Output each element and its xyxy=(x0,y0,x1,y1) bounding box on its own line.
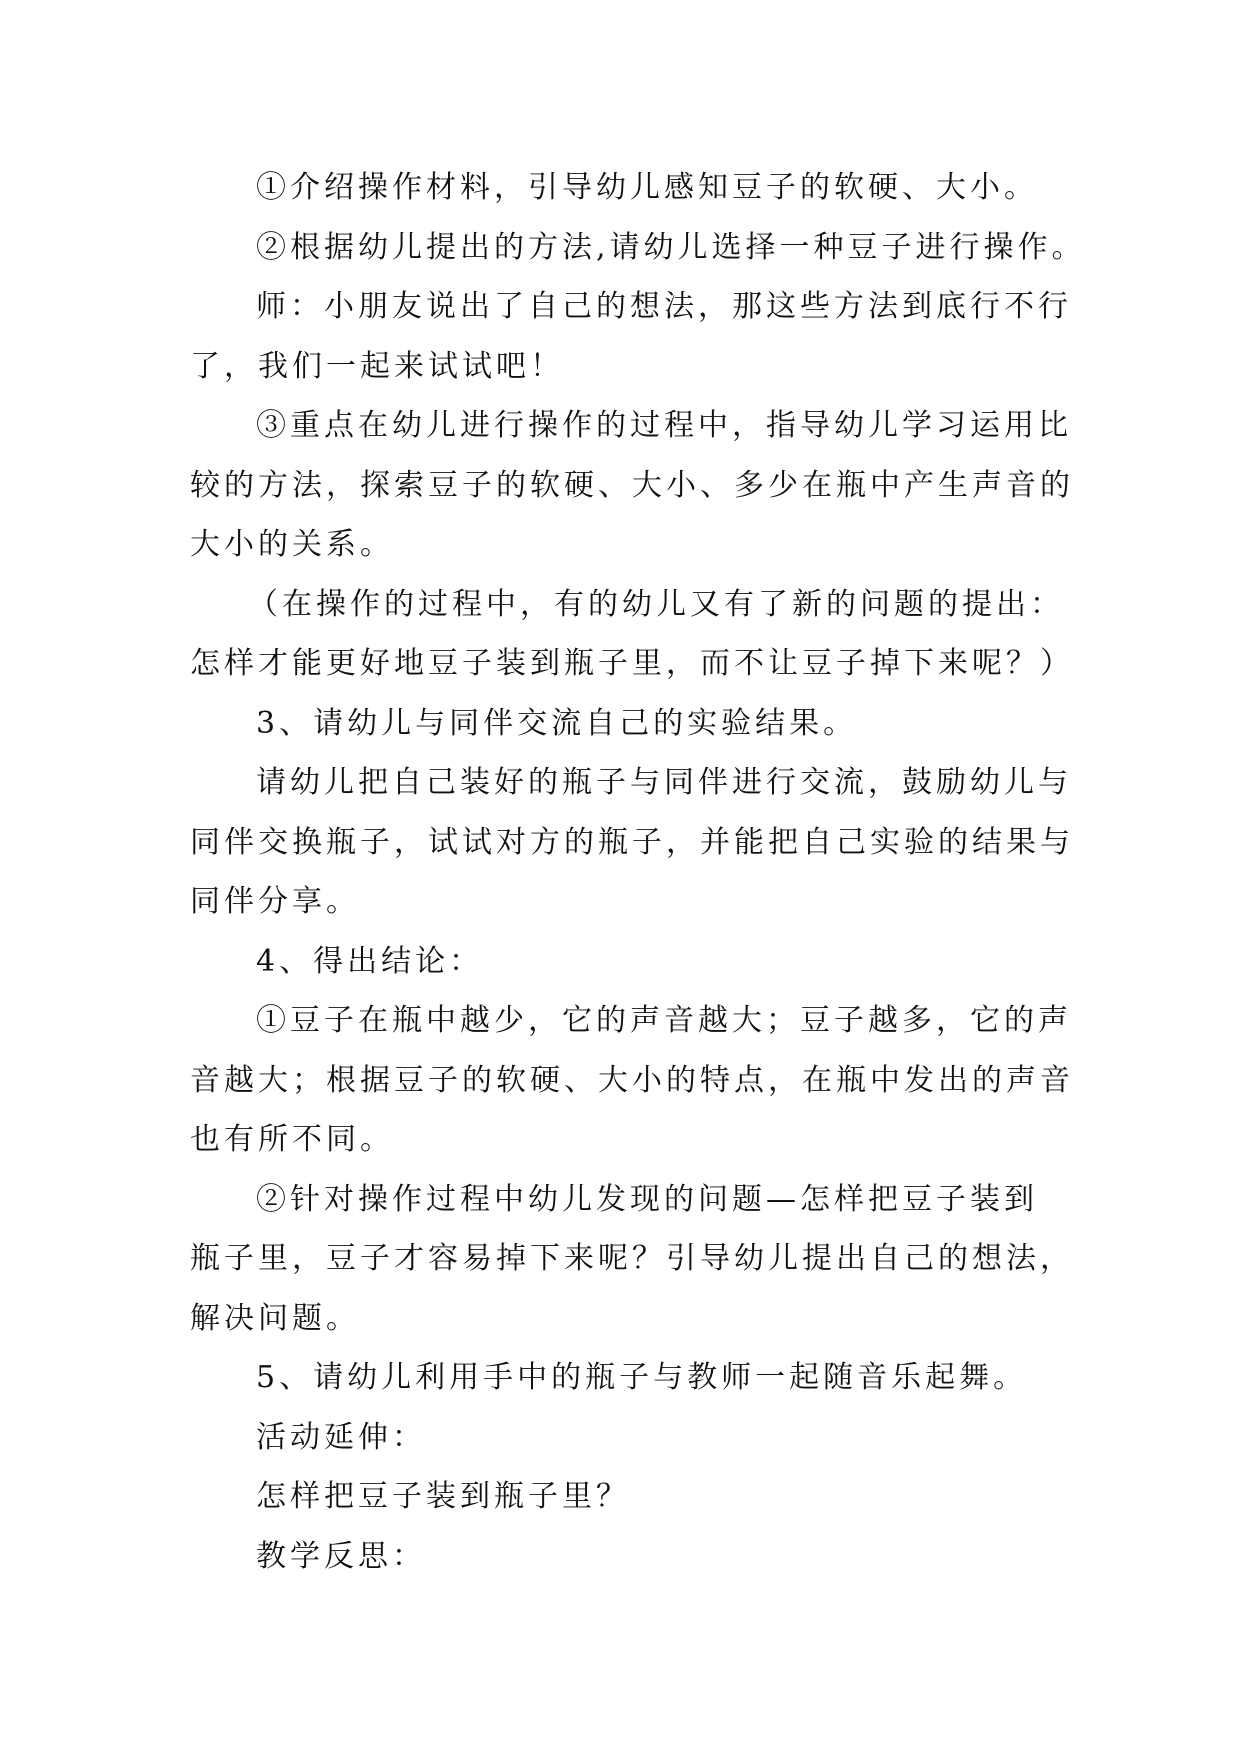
paragraph-step-5 xyxy=(190,1348,1070,1408)
document-body xyxy=(190,158,1086,1586)
text-line: 解决问题。 xyxy=(190,1300,360,1336)
text-line: 请幼儿把自己装好的瓶子与同伴进行交流，鼓励幼儿与 xyxy=(256,765,1072,800)
paragraph-step-4 xyxy=(190,932,1070,992)
text-line: ③重点在幼儿进行操作的过程中，指导幼儿学习运用比 xyxy=(256,408,1072,443)
text-line: 同伴交换瓶子，试试对方的瓶子，并能把自己实验的结果与 xyxy=(190,824,1074,860)
text-line: 瓶子里，豆子才容易掉下来呢？引导幼儿提出自己的想法， xyxy=(190,1241,1074,1276)
text-line: 较的方法，探索豆子的软硬、大小、多少在瓶中产生声音的 xyxy=(190,467,1074,503)
text-line: 4、得出结论： xyxy=(256,943,484,979)
paragraph-key-point xyxy=(190,396,1074,575)
heading-activity-extension xyxy=(190,1408,1070,1468)
text-line: ②根据幼儿提出的方法,请幼儿选择一种豆子进行操作。 xyxy=(256,229,1086,265)
paragraph-step-3 xyxy=(190,694,1070,754)
paragraph-new-question xyxy=(190,575,1074,694)
text-line: 也有所不同。 xyxy=(190,1122,394,1157)
text-line: 怎样把豆子装到瓶子里？ xyxy=(256,1479,630,1514)
text-line: 5、请幼儿利用手中的瓶子与教师一起随音乐起舞。 xyxy=(256,1360,1028,1395)
text-line: 大小的关系。 xyxy=(190,527,394,562)
paragraph-teacher-speech xyxy=(190,277,1070,396)
text-line: 音越大；根据豆子的软硬、大小的特点，在瓶中发出的声音 xyxy=(190,1062,1074,1098)
text-line: ①豆子在瓶中越少，它的声音越大；豆子越多，它的声 xyxy=(256,1003,1072,1038)
text-line: 同伴分享。 xyxy=(190,884,360,919)
paragraph-conclusion-2 xyxy=(190,1170,1074,1349)
text-line: 教学反思： xyxy=(256,1538,426,1574)
text-line: ①介绍操作材料，引导幼儿感知豆子的软硬、大小。 xyxy=(256,170,1038,205)
text-line: 师：小朋友说出了自己的想法，那这些方法到底行不行 xyxy=(256,289,1072,324)
text-line: 怎样才能更好地豆子装到瓶子里，而不让豆子掉下来呢？） xyxy=(190,646,1074,681)
text-line: 了，我们一起来试试吧！ xyxy=(190,348,564,384)
text-line: 3、请幼儿与同伴交流自己的实验结果。 xyxy=(256,705,858,741)
paragraph-choose-bean xyxy=(190,218,1086,278)
text-line: ②针对操作过程中幼儿发现的问题—怎样把豆子装到 xyxy=(256,1181,1038,1217)
text-line: （在操作的过程中，有的幼儿又有了新的问题的提出： xyxy=(248,586,1064,622)
paragraph-exchange xyxy=(190,753,1074,932)
text-line: 活动延伸： xyxy=(256,1419,426,1455)
paragraph-conclusion-1 xyxy=(190,991,1074,1170)
paragraph-materials xyxy=(190,158,1070,218)
paragraph-extension-question xyxy=(190,1467,1070,1527)
heading-teaching-reflection xyxy=(190,1527,1070,1587)
